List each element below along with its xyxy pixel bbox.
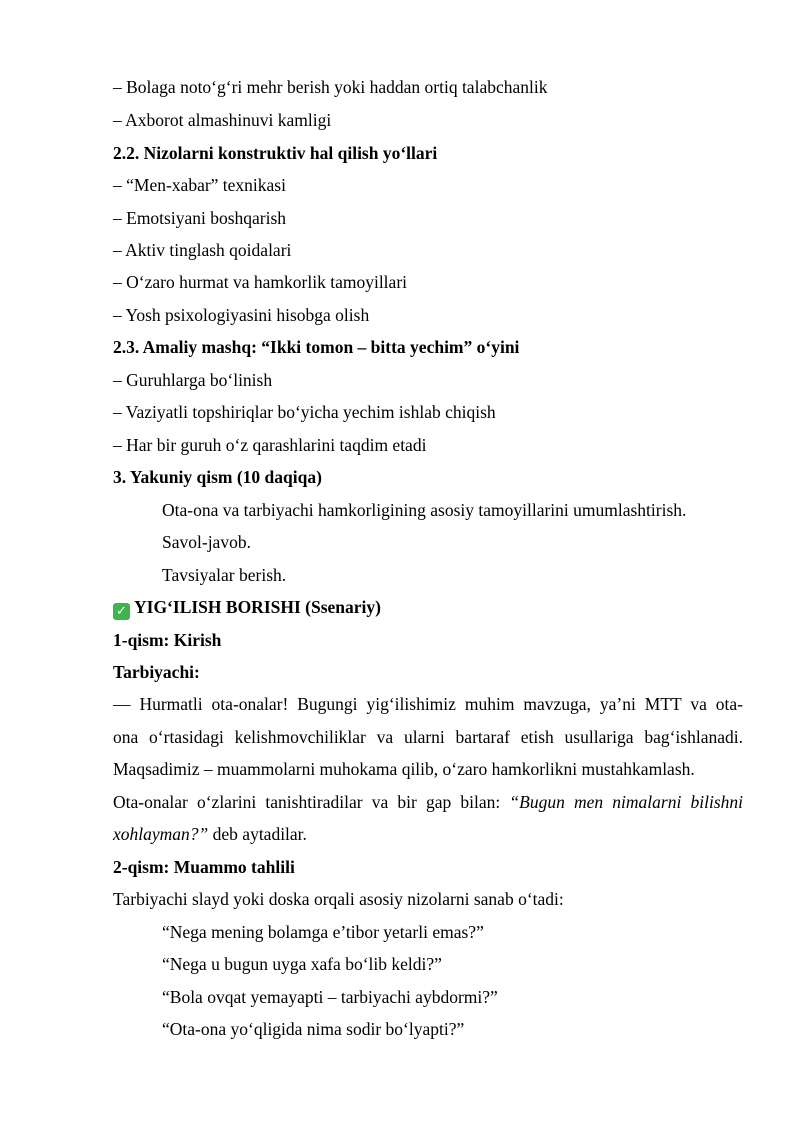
paragraph-text: Ota-onalar o‘zlarini tanishtiradilar va bir gap bilan: bbox=[113, 792, 501, 812]
part-heading: 1-qism: Kirish bbox=[113, 630, 222, 650]
quote-text: xohlayman?” bbox=[113, 824, 209, 844]
list-item: – Yosh psixologiyasini hisobga olish bbox=[113, 305, 370, 325]
paragraph-line bbox=[113, 791, 743, 813]
paragraph-line: — Hurmatli ota-onalar! Bugungi yig‘ilishimiz muhim mavzuga, ya’ni MTT va ota- bbox=[113, 694, 743, 714]
section-heading: 2.2. Nizolarni konstruktiv hal qilish yo‘llari bbox=[113, 143, 438, 163]
scenario-heading-text: YIG‘ILISH BORISHI (Ssenariy) bbox=[134, 597, 381, 617]
paragraph-line: ona o‘rtasidagi kelishmovchiliklar va ularni bartaraf etish usullariga bag‘ishlanadi. bbox=[113, 727, 743, 747]
list-item: – Vaziyatli topshiriqlar bo‘yicha yechim ishlab chiqish bbox=[113, 402, 496, 422]
quote-text: “Bugun men nimalarni bilishni bbox=[509, 792, 743, 812]
list-item: – Aktiv tinglash qoidalari bbox=[113, 240, 292, 260]
list-item: – O‘zaro hurmat va hamkorlik tamoyillari bbox=[113, 272, 408, 292]
section-heading: 2.3. Amaliy mashq: “Ikki tomon – bitta yechim” o‘yini bbox=[113, 337, 520, 357]
quoted-question: “Bola ovqat yemayapti – tarbiyachi aybdormi?” bbox=[162, 987, 498, 1007]
speaker-label: Tarbiyachi: bbox=[113, 662, 200, 682]
scenario-heading bbox=[113, 596, 381, 620]
quoted-question: “Ota-ona yo‘qligida nima sodir bo‘lyapti?” bbox=[162, 1019, 465, 1039]
check-mark-icon: ✓ bbox=[113, 603, 130, 620]
list-item: – Bolaga noto‘g‘ri mehr berish yoki haddan ortiq talabchanlik bbox=[113, 77, 548, 97]
quoted-question: “Nega u bugun uyga xafa bo‘lib keldi?” bbox=[162, 954, 442, 974]
list-item: – Emotsiyani boshqarish bbox=[113, 208, 287, 228]
list-item: – “Men-xabar” texnikasi bbox=[113, 175, 286, 195]
part-heading: 2-qism: Muammo tahlili bbox=[113, 857, 295, 877]
indented-item: Tavsiyalar berish. bbox=[162, 565, 287, 585]
indented-item: Savol-javob. bbox=[162, 532, 251, 552]
list-item: – Har bir guruh o‘z qarashlarini taqdim etadi bbox=[113, 435, 427, 455]
paragraph-line bbox=[113, 823, 307, 845]
paragraph-text: deb aytadilar. bbox=[212, 824, 307, 844]
list-item: – Axborot almashinuvi kamligi bbox=[113, 110, 332, 130]
paragraph-line: Tarbiyachi slayd yoki doska orqali asosiy nizolarni sanab o‘tadi: bbox=[113, 889, 564, 909]
quoted-question: “Nega mening bolamga e’tibor yetarli emas?” bbox=[162, 922, 484, 942]
section-heading: 3. Yakuniy qism (10 daqiqa) bbox=[113, 467, 322, 487]
indented-item: Ota-ona va tarbiyachi hamkorligining asosiy tamoyillarini umumlashtirish. bbox=[162, 500, 687, 520]
paragraph-line: Maqsadimiz – muammolarni muhokama qilib, o‘zaro hamkorlikni mustahkamlash. bbox=[113, 759, 695, 779]
list-item: – Guruhlarga bo‘linish bbox=[113, 370, 273, 390]
